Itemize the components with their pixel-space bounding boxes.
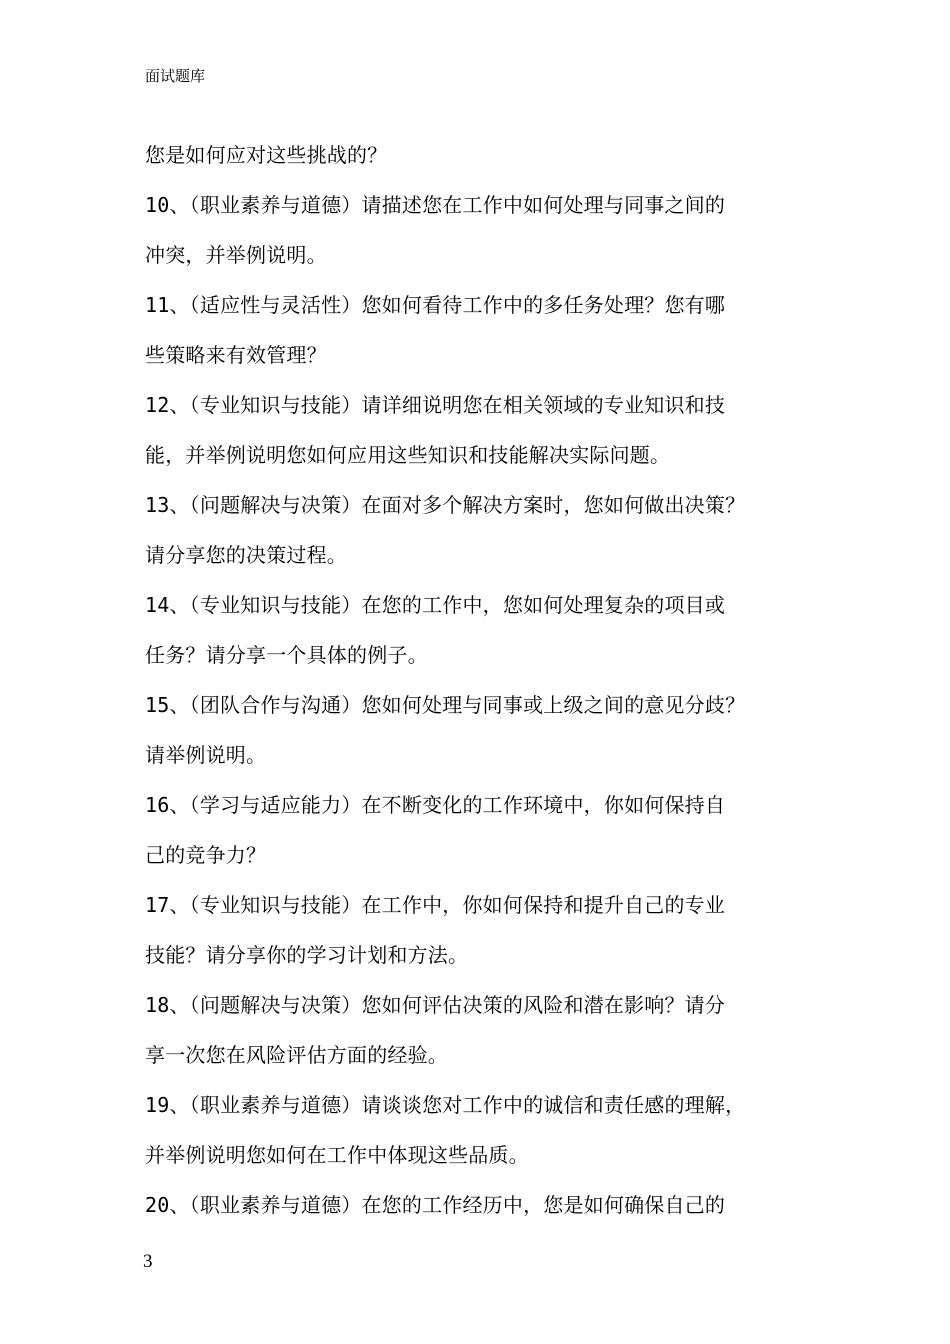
text-line: 16、（学习与适应能力）在不断变化的工作环境中，你如何保持自 [145,793,726,817]
text-line: 能，并举例说明您如何应用这些知识和技能解决实际问题。 [145,443,671,467]
text-line: 17、（专业知识与技能）在工作中，你如何保持和提升自己的专业 [145,893,726,917]
text-line: 12、（专业知识与技能）请详细说明您在相关领域的专业知识和技 [145,393,726,417]
text-line: 请分享您的决策过程。 [145,543,347,567]
text-line: 10、（职业素养与道德）请描述您在工作中如何处理与同事之间的 [145,193,726,217]
text-line: 13、（问题解决与决策）在面对多个解决方案时，您如何做出决策？ [145,493,746,517]
text-line: 您是如何应对这些挑战的？ [145,143,388,167]
text-line: 己的竞争力？ [145,843,267,867]
text-line: 任务？请分享一个具体的例子。 [145,643,428,667]
text-line: 技能？请分享你的学习计划和方法。 [145,943,469,967]
text-line: 14、（专业知识与技能）在您的工作中，您如何处理复杂的项目或 [145,593,726,617]
text-line: 20、（职业素养与道德）在您的工作经历中，您是如何确保自己的 [145,1193,726,1217]
text-line: 11、（适应性与灵活性）您如何看待工作中的多任务处理？您有哪 [145,293,726,317]
page-number: 3 [143,1251,153,1272]
text-line: 些策略来有效管理？ [145,343,327,367]
text-line: 18、（问题解决与决策）您如何评估决策的风险和潜在影响？请分 [145,993,726,1017]
text-line: 享一次您在风险评估方面的经验。 [145,1043,448,1067]
text-line: 15、（团队合作与沟通）您如何处理与同事或上级之间的意见分歧？ [145,693,746,717]
text-line: 冲突，并举例说明。 [145,243,327,267]
page-header: 面试题库 [145,67,206,85]
question-list [145,130,825,1230]
text-line: 并举例说明您如何在工作中体现这些品质。 [145,1143,529,1167]
text-line: 19、（职业素养与道德）请谈谈您对工作中的诚信和责任感的理解， [145,1093,746,1117]
text-line: 请举例说明。 [145,743,267,767]
